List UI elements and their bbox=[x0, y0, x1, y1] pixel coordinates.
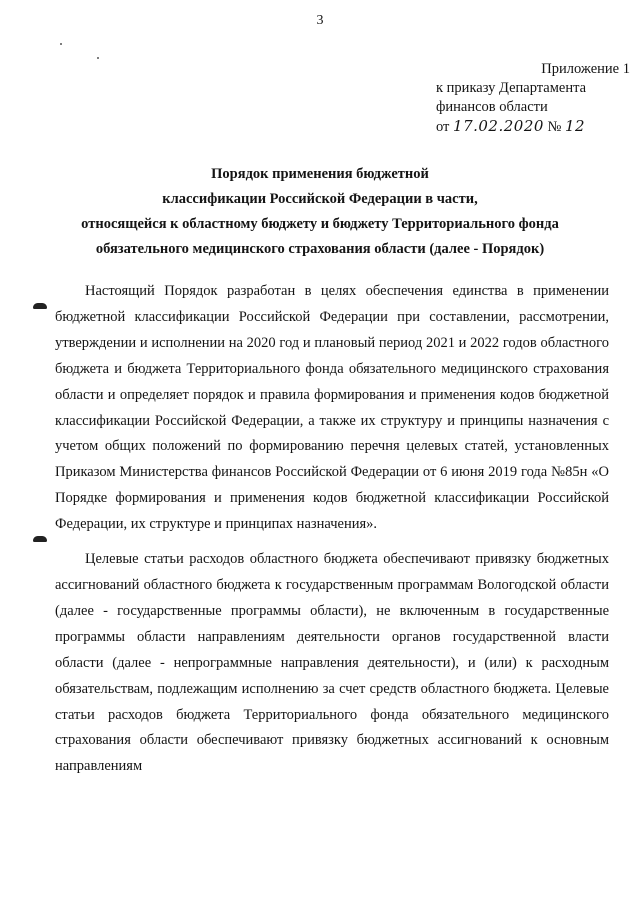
punch-hole-mark bbox=[33, 536, 47, 542]
document-body bbox=[55, 279, 609, 780]
appendix-title: Приложение 1 bbox=[541, 61, 630, 77]
title-line: Порядок применения бюджетной bbox=[211, 166, 429, 182]
appendix-block bbox=[436, 60, 636, 137]
appendix-order-line: к приказу Департамента bbox=[436, 80, 587, 96]
scan-speck bbox=[60, 43, 62, 45]
title-line: классификации Российской Федерации в части, bbox=[162, 191, 478, 207]
scan-speck bbox=[97, 57, 99, 59]
handwritten-date: 17.02.2020 bbox=[453, 117, 544, 135]
title-line: обязательного медицинского страхования области (далее - Порядок) bbox=[95, 241, 545, 257]
title-line: относящейся к областному бюджету и бюджету Территориального фонда bbox=[81, 216, 559, 232]
page-number: 3 bbox=[316, 13, 324, 28]
punch-hole-mark bbox=[33, 303, 47, 309]
body-paragraph: Целевые статьи расходов областного бюджета обеспечивают привязку бюджетных ассигнований областного бюджета к государственным программам Вологодской области (далее - государственные программы области), не включенным в государственные программы области направлениям деятельности органов государственной власти области (далее - непрограммные направления деятельности), и (или) к расходным обязательствам, подлежащим исполнению за счет средств областного бюджета. Целевые статьи расходов бюджета Территориального фонда обязательного медицинского страхования области обеспечивают привязку бюджетных ассигнований к основным направлениям bbox=[55, 551, 609, 775]
date-prefix: от bbox=[436, 119, 450, 135]
appendix-department-line: финансов области bbox=[436, 99, 548, 115]
number-label: № bbox=[547, 119, 562, 135]
body-paragraph: Настоящий Порядок разработан в целях обеспечения единства в применении бюджетной классификации Российской Федерации при составлении, рассмотрении, утверждении и исполнении на 2020 год и плановый период 2021 и 2022 годов областного бюджета и бюджета Территориального фонда обязательного медицинского страхования области и определяет порядок и правила формирования и применения кодов бюджетной классификации Российской Федерации, а также их структуру и принципы назначения с учетом общих положений по формированию перечня целевых статей, установленных Приказом Министерства финансов Российской Федерации от 6 июня 2019 года №85н «О Порядке формирования и применения кодов бюджетной классификации Российской Федерации, их структуре и принципах назначения». bbox=[55, 283, 609, 533]
document-title bbox=[0, 162, 640, 262]
appendix-date-line bbox=[436, 117, 636, 137]
handwritten-number: 12 bbox=[565, 117, 586, 135]
